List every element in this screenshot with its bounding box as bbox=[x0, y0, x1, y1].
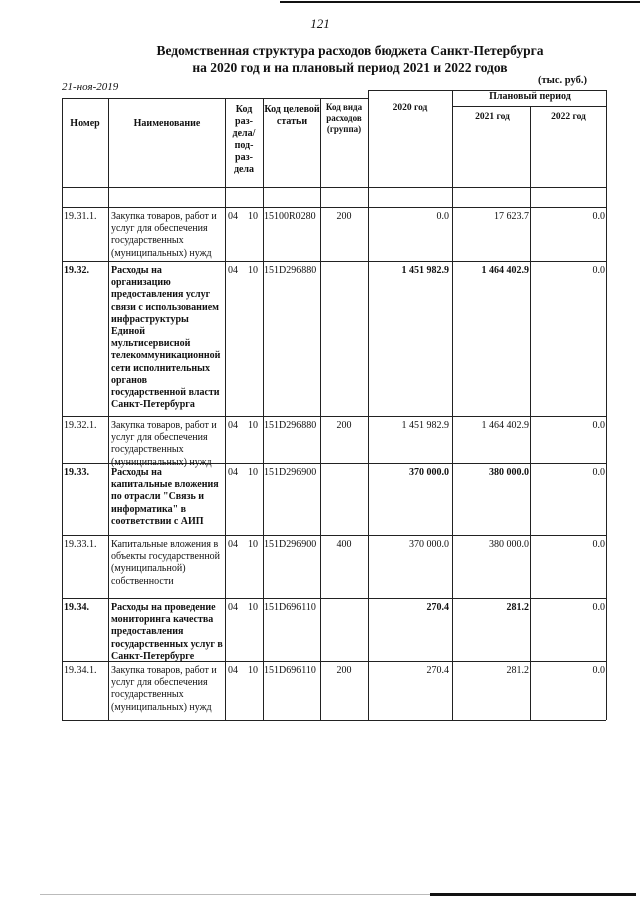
row-value-2020: 270.4 bbox=[426, 602, 449, 613]
row-target-code: 151D296880 bbox=[264, 265, 317, 276]
row-number: 19.33. bbox=[64, 467, 89, 478]
header-section: Код раз-дела/ под-раз-дела bbox=[232, 104, 256, 175]
bottom-edge-line bbox=[430, 893, 636, 896]
bottom-scan-line bbox=[40, 894, 430, 895]
row-name: Расходы на организацию предоставления услуг связи с использованием инфраструктуры Единой мультисервисной телекоммуникационной сети исполнительных органов государственной власти Санкт-Петербурга bbox=[111, 265, 221, 411]
row-number: 19.32. bbox=[64, 265, 89, 276]
row-section: 04 bbox=[228, 467, 238, 478]
header-2021: 2021 год bbox=[475, 112, 510, 122]
row-expense-code: 400 bbox=[336, 539, 352, 550]
column-rule bbox=[225, 98, 226, 720]
header-planned-period: Плановый период bbox=[489, 91, 571, 102]
row-section: 04 bbox=[228, 420, 238, 431]
row-value-2020: 1 451 982.9 bbox=[401, 265, 449, 276]
planned-period-rule bbox=[452, 106, 606, 107]
header-2020: 2020 год bbox=[392, 103, 428, 113]
row-section: 04 bbox=[228, 211, 238, 222]
row-value-2020: 270.4 bbox=[426, 665, 449, 676]
row-value-2021: 281.2 bbox=[506, 665, 529, 676]
row-value-2020: 0.0 bbox=[436, 211, 449, 222]
row-value-2021: 380 000.0 bbox=[489, 539, 529, 550]
document-title bbox=[100, 42, 600, 76]
row-number: 19.32.1. bbox=[64, 420, 97, 431]
row-value-2022: 0.0 bbox=[592, 539, 605, 550]
row-rule bbox=[62, 535, 606, 536]
header-number: Номер bbox=[70, 118, 100, 129]
row-target-code: 151D696110 bbox=[264, 602, 316, 613]
row-subsection: 10 bbox=[248, 467, 258, 478]
row-name: Расходы на проведение мониторинга качества предоставления государственных услуг в Санкт-Петербурге bbox=[111, 602, 223, 662]
row-subsection: 10 bbox=[248, 265, 258, 276]
row-value-2020: 1 451 982.9 bbox=[401, 420, 449, 431]
row-name: Закупка товаров, работ и услуг для обеспечения государственных (муниципальных) нужд bbox=[111, 211, 217, 259]
row-target-code: 15100R0280 bbox=[264, 211, 316, 222]
column-rule bbox=[452, 90, 453, 720]
row-subsection: 10 bbox=[248, 602, 258, 613]
row-target-code: 151D296900 bbox=[264, 467, 317, 478]
row-value-2022: 0.0 bbox=[592, 420, 605, 431]
column-rule bbox=[606, 90, 607, 720]
row-value-2021: 17 623.7 bbox=[494, 211, 529, 222]
row-section: 04 bbox=[228, 602, 238, 613]
row-value-2020: 370 000.0 bbox=[409, 467, 449, 478]
row-value-2022: 0.0 bbox=[592, 602, 605, 613]
row-value-2021: 281.2 bbox=[506, 602, 529, 613]
row-subsection: 10 bbox=[248, 665, 258, 676]
row-expense-code: 200 bbox=[336, 665, 352, 676]
table-bottom-rule bbox=[62, 720, 606, 721]
row-rule bbox=[62, 207, 606, 208]
row-value-2020: 370 000.0 bbox=[409, 539, 449, 550]
top-edge-line bbox=[280, 1, 640, 3]
header-target: Код целевой статьи bbox=[264, 104, 320, 127]
column-rule bbox=[108, 98, 109, 720]
row-name: Расходы на капитальные вложения по отрасли "Связь и информатика" в соответствии с АИП bbox=[111, 467, 219, 527]
row-expense-code: 200 bbox=[336, 420, 352, 431]
title-line-1: Ведомственная структура расходов бюджета Санкт-Петербурга bbox=[156, 43, 544, 58]
row-name: Закупка товаров, работ и услуг для обеспечения государственных (муниципальных) нужд bbox=[111, 665, 217, 713]
row-value-2022: 0.0 bbox=[592, 211, 605, 222]
row-name: Закупка товаров, работ и услуг для обеспечения государственных (муниципальных) нужд bbox=[111, 420, 217, 468]
row-target-code: 151D296900 bbox=[264, 539, 317, 550]
row-value-2021: 1 464 402.9 bbox=[481, 265, 529, 276]
header-bottom-rule bbox=[62, 187, 606, 188]
row-subsection: 10 bbox=[248, 420, 258, 431]
row-expense-code: 200 bbox=[336, 211, 352, 222]
column-rule bbox=[62, 98, 63, 720]
row-rule bbox=[62, 261, 606, 262]
row-value-2022: 0.0 bbox=[592, 467, 605, 478]
row-number: 19.34.1. bbox=[64, 665, 97, 676]
row-value-2021: 1 464 402.9 bbox=[481, 420, 529, 431]
header-top-rule bbox=[368, 90, 606, 91]
row-section: 04 bbox=[228, 665, 238, 676]
row-number: 19.31.1. bbox=[64, 211, 97, 222]
page-number: 121 bbox=[310, 16, 330, 31]
row-target-code: 151D296880 bbox=[264, 420, 317, 431]
row-section: 04 bbox=[228, 265, 238, 276]
row-target-code: 151D696110 bbox=[264, 665, 316, 676]
column-rule bbox=[530, 106, 531, 720]
document-date: 21-ноя-2019 bbox=[62, 81, 119, 93]
units-label: (тыс. руб.) bbox=[538, 75, 587, 86]
column-rule bbox=[368, 90, 369, 720]
row-value-2022: 0.0 bbox=[592, 265, 605, 276]
row-value-2022: 0.0 bbox=[592, 665, 605, 676]
title-line-2: на 2020 год и на плановый период 2021 и 2022 годов bbox=[192, 60, 508, 75]
row-section: 04 bbox=[228, 539, 238, 550]
header-expense-type: Код вида расходов (группа) bbox=[325, 102, 363, 134]
row-value-2021: 380 000.0 bbox=[489, 467, 529, 478]
row-subsection: 10 bbox=[248, 539, 258, 550]
row-number: 19.34. bbox=[64, 602, 89, 613]
column-rule bbox=[320, 98, 321, 720]
column-rule bbox=[263, 98, 264, 720]
row-number: 19.33.1. bbox=[64, 539, 97, 550]
row-name: Капитальные вложения в объекты государственной (муниципальной) собственности bbox=[111, 539, 221, 587]
row-subsection: 10 bbox=[248, 211, 258, 222]
row-rule bbox=[62, 416, 606, 417]
header-2022: 2022 год bbox=[551, 112, 586, 122]
header-name: Наименование bbox=[133, 118, 201, 129]
row-rule bbox=[62, 598, 606, 599]
